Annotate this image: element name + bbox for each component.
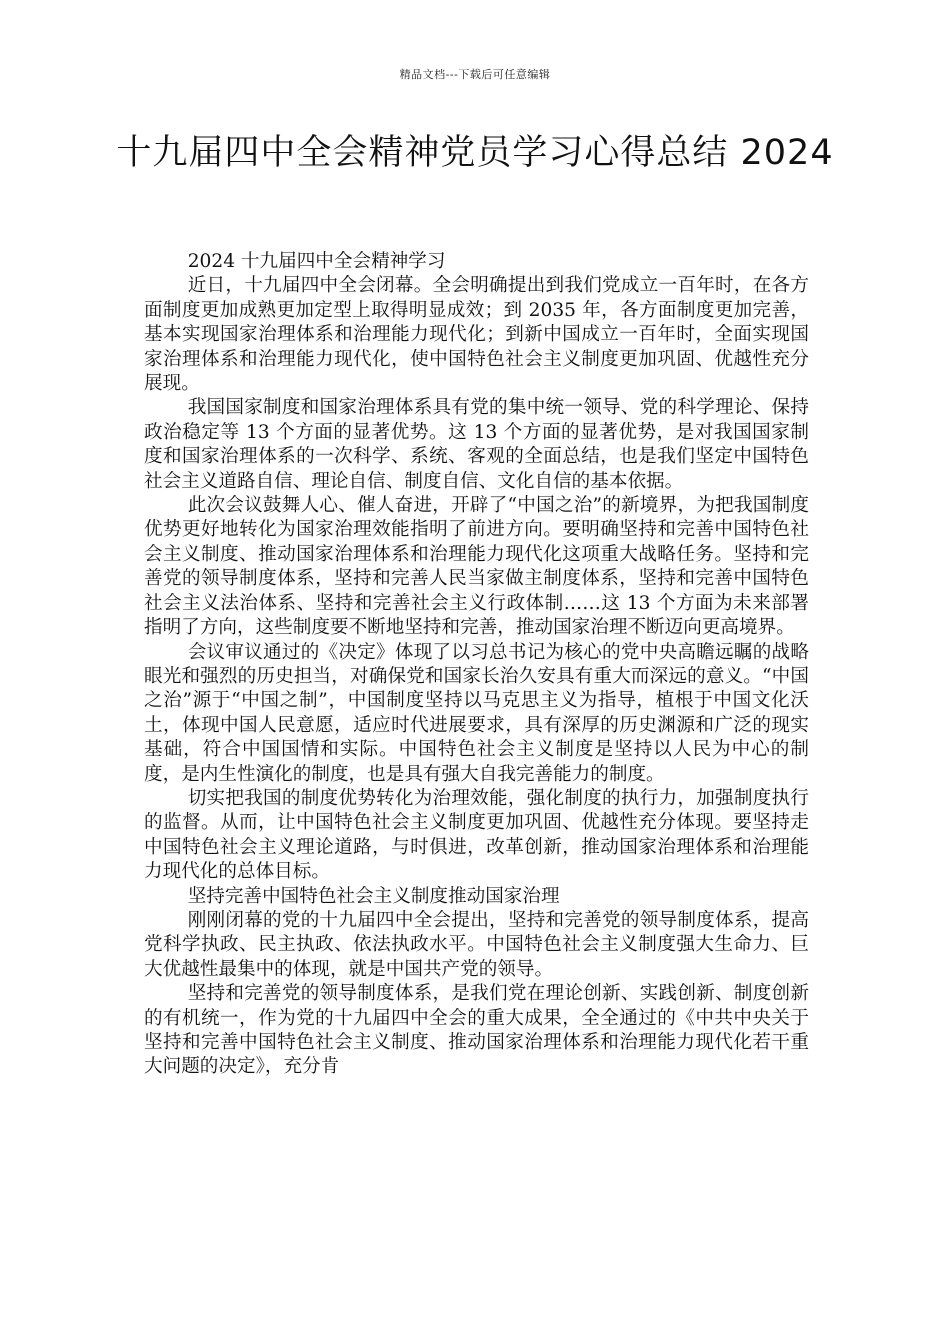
paragraph: 切实把我国的制度优势转化为治理效能，强化制度的执行力，加强制度执行的监督。从而，让中国特色社会主义制度更加巩固、优越性充分体现。要坚持走中国特色社会主义理论道路，与时俱进，改革创新，推动国家治理体系和治理能力现代化的总体目标。 <box>144 787 809 883</box>
document-title: 十九届四中全会精神党员学习心得总结 2024 <box>116 133 834 173</box>
paragraph: 此次会议鼓舞人心、催人奋进，开辟了“中国之治”的新境界，为把我国制度优势更好地转化为国家治理效能指明了前进方向。要明确坚持和完善中国特色社会主义制度、推动国家治理体系和治理能力现代化这项重大战略任务。坚持和完善党的领导制度体系，坚持和完善人民当家做主制度体系，坚持和完善中国特色社会主义法治体系、坚持和完善社会主义行政体制……这 13 个方面为未来部署指明了方向，这些制度要不断地坚持和完善，推动国家治理不断迈向更高境界。 <box>144 495 809 639</box>
paragraph-subtitle: 2024 十九届四中全会精神学习 <box>187 251 446 272</box>
header-note: 精品文档---下载后可任意编辑 <box>399 68 551 81</box>
paragraph: 我国国家制度和国家治理体系具有党的集中统一领导、党的科学理论、保持政治稳定等 13 个方面的显著优势。这 13 个方面的显著优势，是对我国国家制度和国家治理体系的一次科学、系统、客观的全面总结，也是我们坚定中国特色社会主义道路自信、理论自信、制度自信、文化自信的基本依据。 <box>144 397 809 492</box>
document-body <box>144 250 809 1080</box>
section-heading: 坚持完善中国特色社会主义制度推动国家治理 <box>187 885 560 907</box>
paragraph: 近日，十九届四中全会闭幕。全会明确提出到我们党成立一百年时，在各方面制度更加成熟更加定型上取得明显成效；到 2035 年，各方面制度更加完善，基本实现国家治理体系和治理能力现代化；到新中国成立一百年时，全面实现国家治理体系和治理能力现代化，使中国特色社会主义制度更加巩固、优越性充分展现。 <box>144 275 809 395</box>
paragraph: 刚刚闭幕的党的十九届四中全会提出，坚持和完善党的领导制度体系，提高党科学执政、民主执政、依法执政水平。中国特色社会主义制度强大生命力、巨大优越性最集中的体现，就是中国共产党的领导。 <box>144 909 809 980</box>
paragraph: 会议审议通过的《决定》体现了以习总书记为核心的党中央高瞻远瞩的战略眼光和强烈的历史担当，对确保党和国家长治久安具有重大而深远的意义。“中国之治”源于“中国之制”，中国制度坚持以马克思主义为指导，植根于中国文化沃土，体现中国人民意愿，适应时代进展要求，具有深厚的历史渊源和广泛的现实基础，符合中国国情和实际。中国特色社会主义制度是坚持以人民为中心的制度，是内生性演化的制度，也是具有强大自我完善能力的制度。 <box>144 641 809 785</box>
paragraph: 坚持和完善党的领导制度体系，是我们党在理论创新、实践创新、制度创新的有机统一，作为党的十九届四中全会的重大成果，全全通过的《中共中央关于坚持和完善中国特色社会主义制度、推动国家治理体系和治理能力现代化若干重大问题的决定》，充分肯 <box>144 983 809 1078</box>
